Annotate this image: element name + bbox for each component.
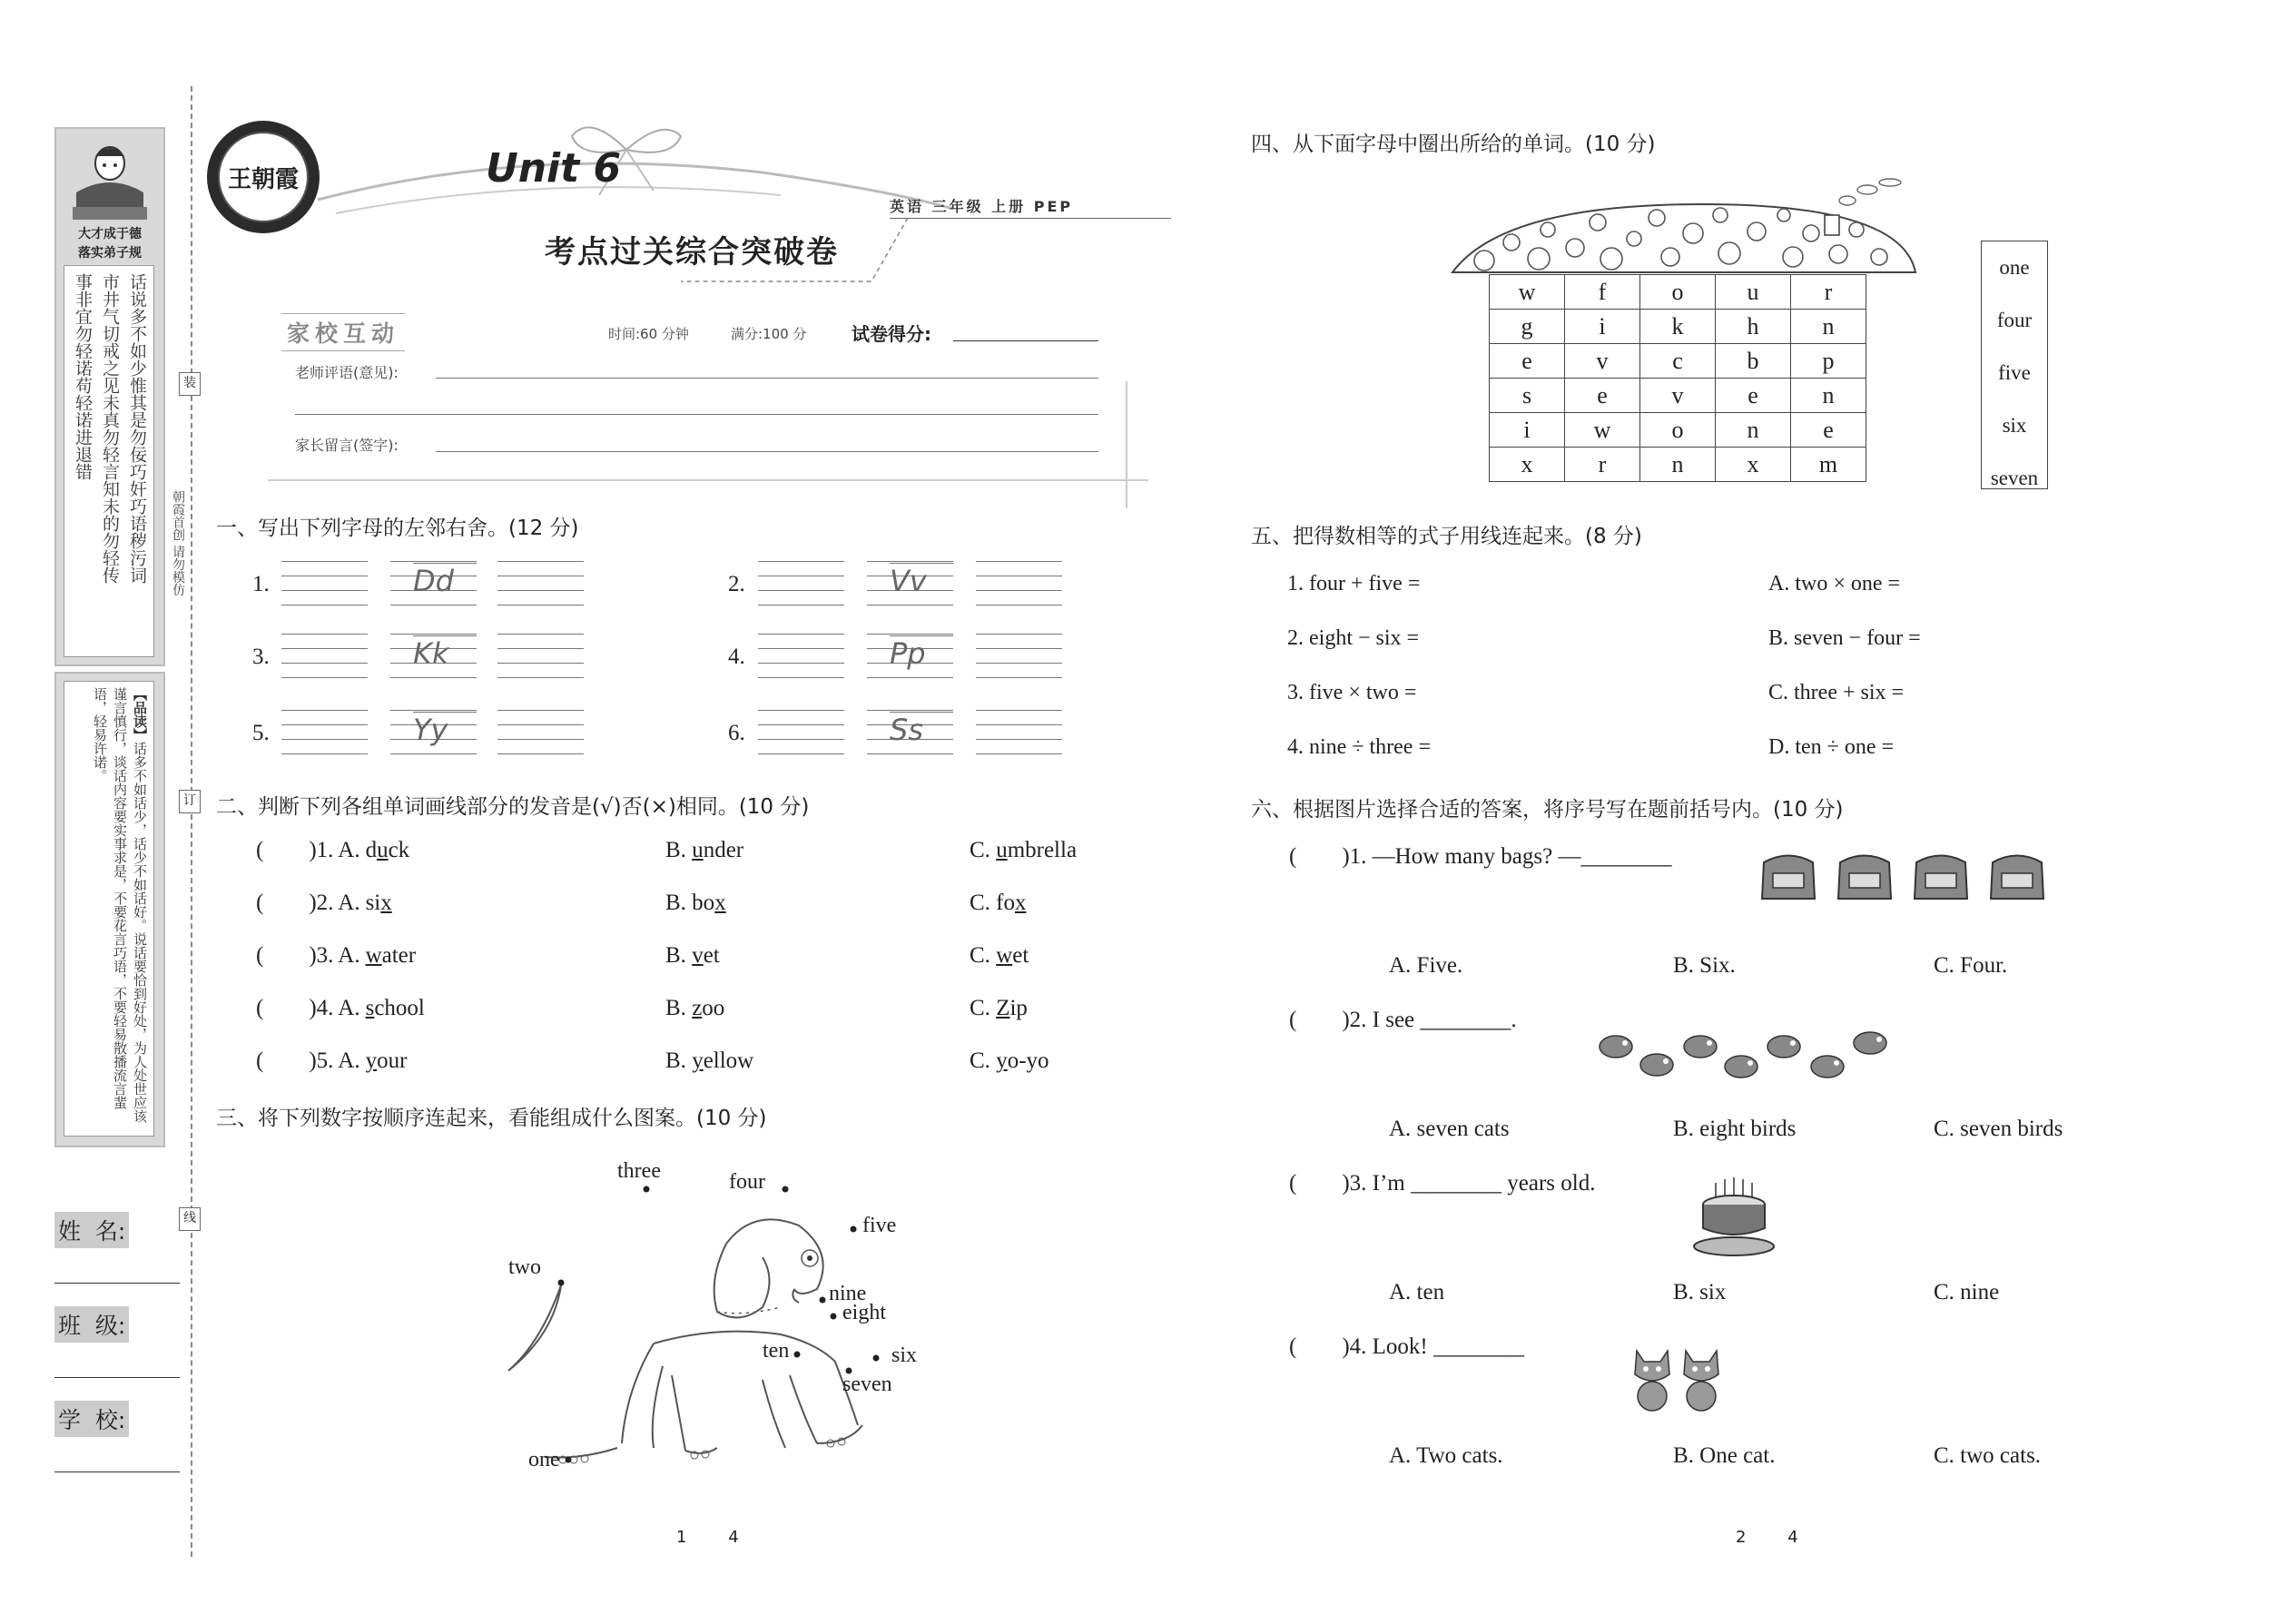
jiaxiao-badge: 家校互动 <box>281 313 405 351</box>
elephant-dot-figure <box>490 1153 980 1498</box>
cut-mark-1: 装 <box>179 372 201 396</box>
sec1-given-letter <box>867 561 953 605</box>
sec2-b-post: nder <box>703 838 744 862</box>
sec5-left-expr[interactable]: 3. five × two = <box>1287 681 1417 704</box>
sec2-option-b <box>665 891 726 916</box>
sec1-given-letter <box>390 710 477 753</box>
sec6-option-b: B. six <box>1673 1280 1727 1304</box>
sec2-c-pre: C. fo <box>970 891 1015 915</box>
sec2-b-underlined: x <box>714 891 726 915</box>
sec2-bracket[interactable]: ( )5. A. <box>256 1048 360 1073</box>
sec2-c-underlined: w <box>996 943 1013 968</box>
sec2-title: 二、判断下列各组单词画线部分的发音是(√)否(×)相同。(10 分) <box>216 795 810 819</box>
target-word: seven <box>1990 467 2039 489</box>
letter-cell[interactable]: v <box>1640 379 1716 413</box>
sec1-letter-text: Kk <box>413 635 477 671</box>
sec5-right-expr[interactable]: D. ten ÷ one = <box>1768 735 1895 759</box>
sec1-title: 一、写出下列字母的左邻右舍。(12 分) <box>216 517 579 540</box>
motto-top: 大才成于德 <box>78 227 142 241</box>
letter-cell[interactable]: s <box>1490 379 1565 413</box>
letter-cell[interactable]: n <box>1791 379 1866 413</box>
teacher-comment-line-2[interactable] <box>295 414 1098 415</box>
sec5-left-expr[interactable]: 2. eight − six = <box>1287 626 1420 650</box>
sec2-bracket[interactable]: ( )4. A. <box>256 996 360 1020</box>
sec6-option-a: A. Two cats. <box>1389 1443 1503 1468</box>
letter-grid-row <box>1490 448 1866 482</box>
sec6-option-c: C. Four. <box>1934 953 2008 978</box>
sec2-option-b <box>665 1048 753 1074</box>
frame-right <box>1126 381 1127 508</box>
letter-cell[interactable]: c <box>1640 344 1716 379</box>
letter-cell[interactable]: f <box>1565 275 1640 310</box>
sec2-row <box>256 943 416 969</box>
sec2-c-underlined: Z <box>996 996 1010 1020</box>
dot-label-seven: seven <box>842 1373 892 1396</box>
letter-cell[interactable]: h <box>1716 310 1791 344</box>
sec2-a-underlined: y <box>365 1048 378 1073</box>
sec1-answer-lines[interactable] <box>281 634 368 677</box>
cut-mark-3: 线 <box>179 1207 201 1231</box>
sec6-option-c: C. nine <box>1934 1280 2000 1304</box>
dot-label-eight: eight <box>842 1301 886 1324</box>
letter-cell[interactable]: v <box>1565 344 1640 379</box>
letter-cell[interactable]: e <box>1565 379 1640 413</box>
binding-line <box>191 86 192 1557</box>
school-label: 学 校: <box>54 1401 129 1437</box>
sec2-a-pre: d <box>365 838 378 862</box>
teacher-comment-label: 老师评语(意见): <box>295 364 399 381</box>
sec1-given-letter <box>390 561 477 605</box>
sec2-option-b <box>665 943 720 969</box>
sec2-option-c <box>970 943 1029 969</box>
sec1-given-letter <box>867 634 953 677</box>
sec2-b-pre: B. <box>665 838 693 862</box>
letter-cell[interactable]: w <box>1565 413 1640 448</box>
sec1-answer-lines[interactable] <box>758 710 844 753</box>
dot-label-one: one <box>528 1448 560 1471</box>
sec1-letter-text: Pp <box>890 635 953 671</box>
target-word: four <box>1996 309 2033 331</box>
score-full: 满分:100 分 <box>731 326 807 342</box>
sec2-c-pre: C. <box>970 943 997 968</box>
sec6-title: 六、根据图片选择合适的答案，将序号写在题前括号内。(10 分) <box>1251 798 1844 822</box>
word-list-box <box>1981 241 2048 489</box>
sec6-option-a: A. ten <box>1389 1280 1445 1304</box>
letter-cell[interactable]: n <box>1791 310 1866 344</box>
sec2-a-pre: si <box>365 891 381 915</box>
name-label: 姓 名: <box>54 1212 129 1248</box>
poem-col-3: 事非宜勿轻诺苟轻诺进退错 <box>73 273 93 480</box>
sec2-c-underlined: u <box>996 838 1008 862</box>
pindu-text: 话多不如话少，话少不如话好。说话要恰到好处，为人处世应该谨言慎行，谈话内容要实事求是，不要花言巧语，不要轻易散播流言蜚语，轻易许诺。 <box>92 687 148 1123</box>
sec2-c-underlined: y <box>996 1048 1008 1073</box>
sec6-question[interactable]: ( )2. I see ________. <box>1289 1008 1517 1032</box>
dot-label-ten: ten <box>763 1339 790 1363</box>
sec2-b-pre: B. <box>665 943 693 968</box>
sec5-right-expr[interactable]: C. three + six = <box>1768 681 1905 704</box>
time-info: 时间:60 分钟 <box>608 326 689 342</box>
book-meta: 英语 三年级 上册 PEP <box>890 198 1074 215</box>
bags-picture <box>1757 844 2056 908</box>
sec1-answer-lines[interactable] <box>976 561 1062 605</box>
sec1-answer-lines[interactable] <box>497 634 584 677</box>
sec2-option-c <box>970 996 1028 1021</box>
class-label: 班 级: <box>54 1306 129 1343</box>
letter-cell[interactable]: e <box>1791 413 1866 448</box>
class-field[interactable] <box>54 1306 182 1401</box>
dot-label-nine: nine <box>829 1282 867 1305</box>
letter-cell[interactable]: i <box>1565 310 1640 344</box>
sec1-item-number: 1. <box>252 572 270 596</box>
sec2-row <box>256 996 425 1021</box>
sec2-b-post: oo <box>702 996 725 1020</box>
student-fields <box>54 1212 182 1495</box>
sec1-answer-lines[interactable] <box>758 634 844 677</box>
sec6-option-b: B. One cat. <box>1673 1443 1776 1468</box>
sec2-b-post: et <box>703 943 720 968</box>
target-word: five <box>1998 361 2031 384</box>
letter-cell[interactable]: b <box>1716 344 1791 379</box>
sec1-letter-text: Vv <box>890 563 953 598</box>
logo-text: 王朝霞 <box>227 166 299 193</box>
letter-cell[interactable]: g <box>1490 310 1565 344</box>
letter-grid-row <box>1490 310 1866 344</box>
letter-cell[interactable]: w <box>1490 275 1565 310</box>
sec2-b-underlined: z <box>692 996 703 1020</box>
sec2-a-underlined: u <box>377 838 389 862</box>
sec1-item-number: 6. <box>728 721 745 745</box>
sec5-right-expr[interactable]: B. seven − four = <box>1768 626 1921 650</box>
letter-cell[interactable]: k <box>1640 310 1716 344</box>
sec1-answer-lines[interactable] <box>497 710 584 753</box>
sec6-option-b: B. eight birds <box>1673 1117 1797 1141</box>
sec1-item-number: 2. <box>728 572 745 596</box>
sec2-b-underlined: u <box>692 838 704 862</box>
sec1-letter-text: Ss <box>890 712 953 747</box>
sec4-title: 四、从下面字母中圈出所给的单词。(10 分) <box>1251 133 1656 156</box>
score-label: 试卷得分: <box>852 323 931 345</box>
sec2-b-pre: B. bo <box>665 891 715 915</box>
sec1-item-number: 5. <box>252 721 270 745</box>
sec2-b-underlined: v <box>692 943 704 968</box>
sec1-answer-lines[interactable] <box>758 561 844 605</box>
sec2-row <box>256 838 409 863</box>
letter-grid-row <box>1490 413 1866 448</box>
sec2-c-pre: C. <box>970 838 997 862</box>
dot-label-four: four <box>729 1170 765 1194</box>
cats-picture <box>1629 1342 1729 1414</box>
poem-col-1: 话说多不如少惟其是勿佞巧奸巧语秽污词 <box>127 273 147 584</box>
letter-cell[interactable]: n <box>1716 413 1791 448</box>
sec2-a-underlined: w <box>365 943 382 968</box>
sec1-given-letter <box>867 710 953 753</box>
cake-picture <box>1693 1176 1775 1259</box>
child-reader-icon <box>67 136 153 223</box>
sec2-row <box>256 1048 407 1074</box>
letter-cell[interactable]: p <box>1791 344 1866 379</box>
brand-logo <box>207 121 320 233</box>
letter-cell[interactable]: o <box>1640 275 1716 310</box>
sec1-letter-text: Yy <box>413 712 477 747</box>
sec5-left-expr[interactable]: 4. nine ÷ three = <box>1287 735 1431 759</box>
sec2-option-c <box>970 891 1027 916</box>
sec2-b-post: ellow <box>703 1048 754 1073</box>
sec2-c-post: mbrella <box>1007 838 1078 862</box>
unit-title: Unit 6 <box>486 145 622 192</box>
sec5-left-expr[interactable]: 1. four + five = <box>1287 572 1421 595</box>
school-field[interactable] <box>54 1401 182 1495</box>
sec6-question[interactable]: ( )3. I’m ________ years old. <box>1289 1171 1596 1196</box>
poem-col-2: 市井气切戒之见未真勿轻言知未的勿轻传 <box>100 273 120 584</box>
sec1-answer-lines[interactable] <box>976 710 1062 753</box>
cut-mark-2: 订 <box>179 790 201 813</box>
sec2-b-pre: B. <box>665 1048 693 1073</box>
sec2-option-c <box>970 838 1077 863</box>
sec3-title: 三、将下列数字按顺序连起来，看能组成什么图案。(10 分) <box>216 1107 767 1130</box>
sec6-question[interactable]: ( )1. —How many bags? —________ <box>1289 844 1672 869</box>
birds-picture <box>1593 1021 1902 1094</box>
meta-underline <box>890 218 1171 219</box>
parent-note-line[interactable] <box>436 451 1098 452</box>
letter-cell[interactable]: x <box>1716 448 1791 482</box>
sec2-option-c <box>970 1048 1049 1074</box>
dot-label-two: two <box>508 1255 541 1279</box>
sec1-answer-lines[interactable] <box>281 561 368 605</box>
sec1-given-letter <box>390 634 477 677</box>
sec6-option-c: C. seven birds <box>1934 1117 2063 1141</box>
letter-cell[interactable]: i <box>1490 413 1565 448</box>
sec2-row <box>256 891 392 916</box>
sec2-bracket[interactable]: ( )1. A. <box>256 838 360 862</box>
sec2-bracket[interactable]: ( )2. A. <box>256 891 360 915</box>
teacher-comment-line-1[interactable] <box>436 378 1098 379</box>
poem-box <box>64 265 154 657</box>
sec2-c-post: ip <box>1009 996 1028 1020</box>
sec2-c-post: o-yo <box>1007 1048 1049 1073</box>
sec2-b-underlined: y <box>692 1048 704 1073</box>
sec2-option-b <box>665 838 743 863</box>
side-note: 朝霞首创 请勿模仿 <box>171 490 185 596</box>
sec2-c-pre: C. <box>970 996 997 1020</box>
sec2-bracket[interactable]: ( )3. A. <box>256 943 360 968</box>
dot-label-five: five <box>862 1214 897 1237</box>
letter-cell[interactable]: o <box>1640 413 1716 448</box>
sec6-question[interactable]: ( )4. Look! ________ <box>1289 1334 1524 1359</box>
sec2-a-underlined: s <box>365 996 375 1020</box>
letter-cell[interactable]: e <box>1716 379 1791 413</box>
sec1-item-number: 4. <box>728 645 745 669</box>
letter-grid-row <box>1490 344 1866 379</box>
score-blank[interactable] <box>953 340 1098 341</box>
dot-label-six: six <box>891 1343 918 1367</box>
exam-title: 考点过关综合突破卷 <box>545 234 839 271</box>
letter-cell[interactable]: e <box>1490 344 1565 379</box>
letter-cell[interactable]: m <box>1791 448 1866 482</box>
letter-cell[interactable]: r <box>1565 448 1640 482</box>
sec2-c-pre: C. <box>970 1048 997 1073</box>
sec5-title: 五、把得数相等的式子用线连起来。(8 分) <box>1251 525 1642 548</box>
letter-cell[interactable]: u <box>1716 275 1791 310</box>
page-number-right: 2 4 <box>1736 1528 1798 1547</box>
sec1-letter-text: Dd <box>413 563 477 598</box>
target-word: one <box>1999 256 2030 279</box>
sec2-b-pre: B. <box>665 996 693 1020</box>
sec2-a-post: chool <box>374 996 425 1020</box>
pindu-title: 【品读】 <box>132 687 148 742</box>
pindu-panel <box>54 672 165 1147</box>
sec5-right-expr[interactable]: A. two × one = <box>1768 572 1901 595</box>
letter-cell[interactable]: r <box>1791 275 1866 310</box>
sec1-item-number: 3. <box>252 645 270 669</box>
page-number-left: 1 4 <box>676 1528 739 1547</box>
sec1-answer-lines[interactable] <box>976 634 1062 677</box>
sec1-answer-lines[interactable] <box>281 710 368 753</box>
mushroom-house-roof <box>1448 177 1929 277</box>
letter-grid-row <box>1490 275 1866 310</box>
letter-grid <box>1489 274 1866 482</box>
dot-label-three: three <box>617 1159 661 1183</box>
parent-note-label: 家长留言(签字): <box>295 437 399 454</box>
sec2-a-post: our <box>377 1048 408 1073</box>
sec1-answer-lines[interactable] <box>497 561 584 605</box>
sec6-option-a: A. Five. <box>1389 953 1463 978</box>
name-field[interactable] <box>54 1212 182 1306</box>
motto-bottom: 落实弟子规 <box>78 246 142 261</box>
sec2-a-underlined: x <box>380 891 392 915</box>
sec6-option-b: B. Six. <box>1673 953 1736 978</box>
frame-bottom <box>268 479 1148 481</box>
letter-grid-row <box>1490 379 1866 413</box>
letter-cell[interactable]: x <box>1490 448 1565 482</box>
sec2-option-b <box>665 996 724 1021</box>
sec6-option-a: A. seven cats <box>1389 1117 1510 1141</box>
sec2-a-post: ater <box>381 943 417 968</box>
target-word: six <box>2002 414 2027 437</box>
sec2-c-post: et <box>1012 943 1029 968</box>
sidebar-motto-panel <box>54 127 165 666</box>
sec2-c-underlined: x <box>1015 891 1027 915</box>
sec2-a-post: ck <box>388 838 410 862</box>
sec6-option-c: C. two cats. <box>1934 1443 2042 1468</box>
pindu-box <box>64 681 154 1137</box>
letter-cell[interactable]: n <box>1640 448 1716 482</box>
